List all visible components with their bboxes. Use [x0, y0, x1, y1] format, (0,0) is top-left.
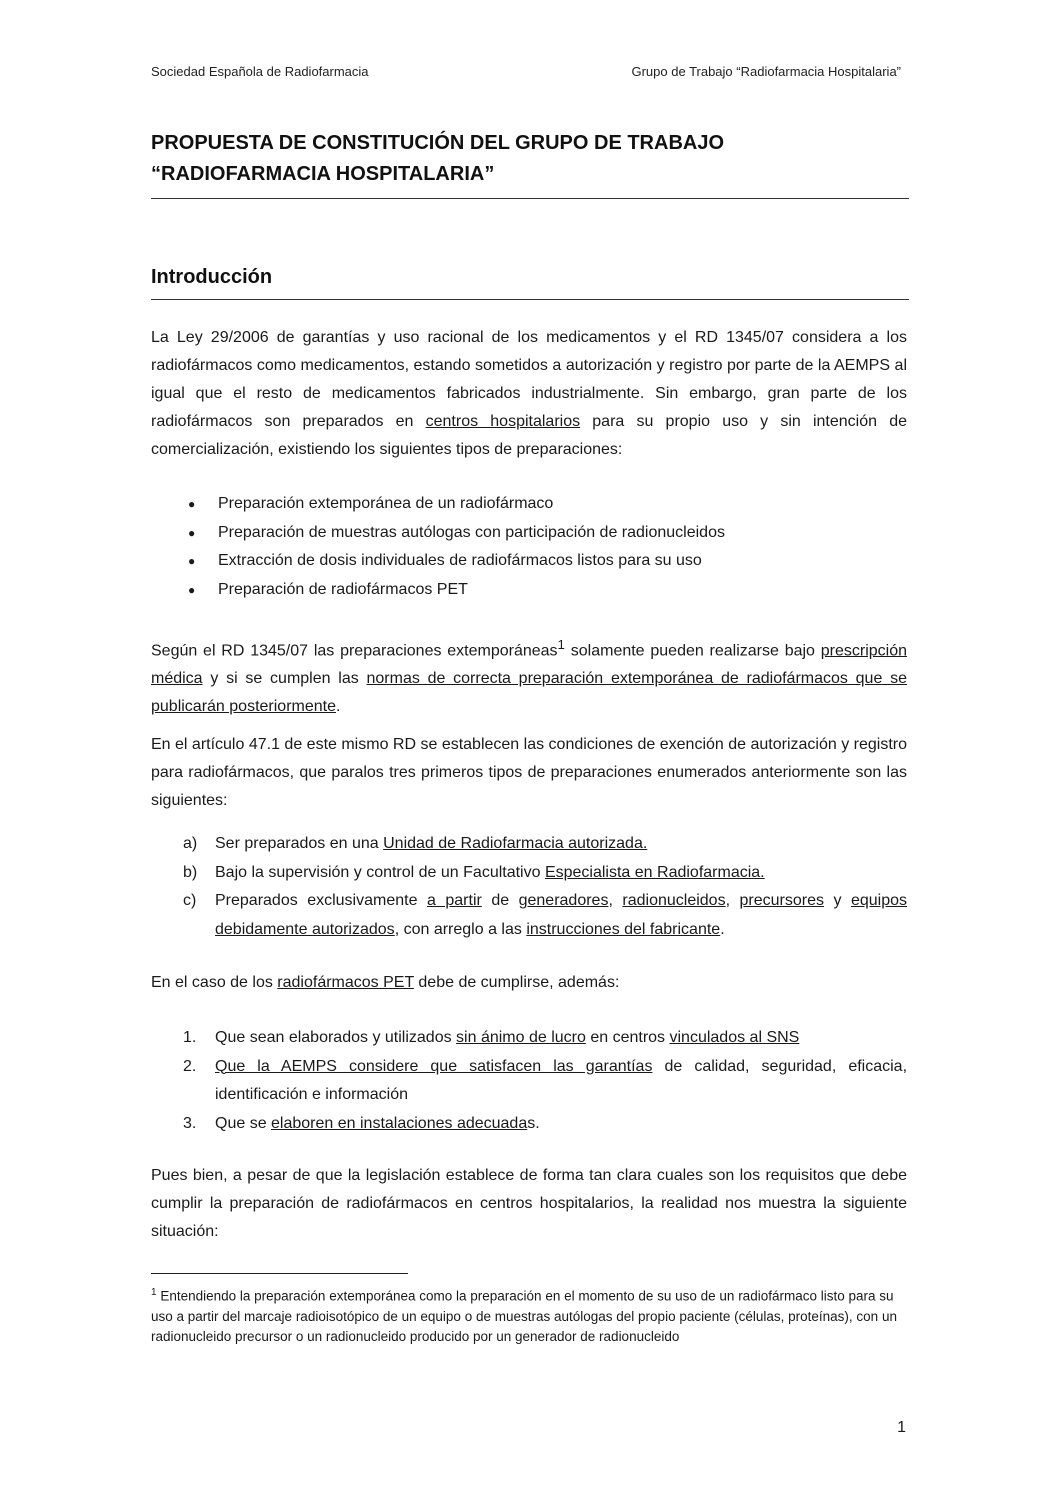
list-item	[151, 1024, 907, 1053]
text-run: Bajo la supervisión y control de un Facultativo	[215, 863, 545, 881]
underlined-text: elaboren en instalaciones adecuada	[271, 1114, 528, 1132]
pet-requirements-list	[151, 1024, 907, 1138]
text-run: Ser preparados en una	[215, 835, 384, 852]
text-run: Que sean elaborados y utilizados	[215, 1029, 457, 1046]
underlined-text: radionucleidos	[622, 892, 726, 909]
text-run: solamente pueden realizarse bajo	[564, 642, 821, 660]
underlined-text: Que la AEMPS considere que satisfacen las garantías	[215, 1057, 653, 1075]
list-marker: 2.	[183, 1057, 197, 1075]
underlined-text: prescripción médica	[151, 642, 907, 688]
page-number: 1	[897, 1419, 906, 1436]
text-run: y si se cumplen las	[202, 670, 367, 688]
list-item-text: Preparación de muestras autólogas con participación de radionucleidos	[218, 523, 725, 541]
underlined-text: precursores	[739, 892, 824, 909]
list-item-text: Preparación extemporánea de un radiofármaco	[218, 495, 554, 512]
underlined-text: equipos debidamente autorizados	[215, 892, 908, 938]
text-run: , con arreglo a las	[394, 920, 527, 938]
underlined-text: vinculados al SNS	[669, 1029, 800, 1046]
situation-paragraph: Pues bien, a pesar de que la legislación establece de forma tan clara cuales son los requisitos que debe cumplir la preparación de radiofármacos en centros hospitalarios, la realidad nos muestra la siguiente situación:	[151, 1167, 907, 1240]
footnote-mark: 1	[151, 1287, 157, 1298]
underlined-text: Especialista en Radiofarmacia.	[544, 863, 765, 881]
list-item	[151, 490, 907, 519]
preparation-types-list	[151, 490, 907, 604]
text-run: La Ley 29/2006 de garantías y uso racional de los medicamentos y el RD 1345/07 considera a los radiofármacos como medicamentos, estando sometidos a autorización y registro por parte de la AEMPS al igual que el resto de medicamentos fabricados industrialmente. Sin embargo, gran parte de los radiofármacos son preparados en	[151, 329, 907, 430]
conditions-list	[151, 830, 907, 944]
text-run: de calidad, seguridad, eficacia, identificación e información	[215, 1057, 908, 1103]
underlined-text: radiofármacos PET	[277, 974, 414, 991]
text-run: En el caso de los	[151, 974, 278, 991]
header-left: Sociedad Española de Radiofarmacia	[151, 64, 369, 79]
footnote-reference: 1	[557, 637, 565, 652]
list-item	[151, 1110, 907, 1139]
text-run: Según el RD 1345/07 las preparaciones extemporáneas	[151, 642, 558, 660]
rd-paragraph	[151, 631, 907, 721]
list-marker: c)	[183, 892, 197, 909]
text-run: s.	[527, 1114, 540, 1132]
text-run: Preparados exclusivamente	[215, 892, 427, 909]
title-line-2: “RADIOFARMACIA HOSPITALARIA”	[151, 163, 495, 185]
list-item-text: Preparación de radiofármacos PET	[218, 580, 468, 598]
list-item	[151, 1053, 907, 1110]
title-line-1: PROPUESTA DE CONSTITUCIÓN DEL GRUPO DE TRABAJO	[151, 132, 725, 154]
footnote-separator	[151, 1273, 408, 1274]
bullet-icon: ●	[188, 582, 196, 597]
underlined-text: Unidad de Radiofarmacia autorizada.	[383, 835, 648, 852]
text-run: Que se	[215, 1114, 272, 1132]
list-item	[151, 519, 907, 548]
header-right: Grupo de Trabajo “Radiofarmacia Hospitalaria”	[631, 64, 901, 79]
section-heading: Introducción	[151, 263, 909, 300]
list-item	[151, 859, 907, 888]
underlined-text: generadores	[518, 892, 609, 909]
text-run: en centros	[585, 1029, 670, 1046]
list-item	[151, 547, 907, 576]
intro-paragraph	[151, 324, 907, 464]
list-marker: b)	[183, 863, 198, 881]
list-item	[151, 576, 907, 605]
text-run: de	[481, 892, 519, 909]
text-run: ,	[608, 892, 623, 909]
bullet-icon: ●	[188, 497, 196, 511]
document-title	[151, 128, 909, 199]
list-item	[151, 887, 907, 944]
list-item	[151, 830, 907, 859]
list-marker: 1.	[183, 1029, 197, 1046]
bullet-icon: ●	[188, 525, 196, 540]
text-run: para su propio uso y sin intención de comercialización, existiendo los siguientes tipos de preparaciones:	[151, 413, 908, 458]
underlined-text: centros hospitalarios	[425, 413, 581, 430]
bullet-icon: ●	[188, 554, 196, 568]
text-run: debe de cumplirse, además:	[413, 974, 620, 991]
underlined-text: a partir	[426, 892, 482, 909]
text-run: .	[336, 698, 341, 716]
underlined-text: normas de correcta preparación extemporánea de radiofármacos que se publicarán posteriormente	[151, 670, 908, 716]
underlined-text: sin ánimo de lucro	[456, 1029, 586, 1046]
article-paragraph: En el artículo 47.1 de este mismo RD se establecen las condiciones de exención de autorización y registro para radiofármacos, que paralos tres primeros tipos de preparaciones enumerados anteriormente son las siguientes:	[151, 736, 907, 809]
footnote	[151, 1283, 911, 1347]
list-marker: a)	[183, 835, 198, 852]
list-marker: 3.	[183, 1114, 197, 1132]
footnote-text: Entendiendo la preparación extemporánea como la preparación en el momento de su uso de un radiofármaco listo para su uso a partir del marcaje radioisotópico de un equipo o de muestras autólogas del propio paciente (células, proteínas), con un radionucleido precursor o un radionucleido producido por un generador de radionucleido	[151, 1288, 897, 1344]
text-run: y	[824, 892, 851, 909]
text-run: .	[720, 920, 725, 938]
pet-paragraph	[151, 969, 907, 997]
text-run: ,	[725, 892, 740, 909]
list-item-text: Extracción de dosis individuales de radiofármacos listos para su uso	[218, 552, 702, 569]
underlined-text: instrucciones del fabricante	[526, 920, 721, 938]
